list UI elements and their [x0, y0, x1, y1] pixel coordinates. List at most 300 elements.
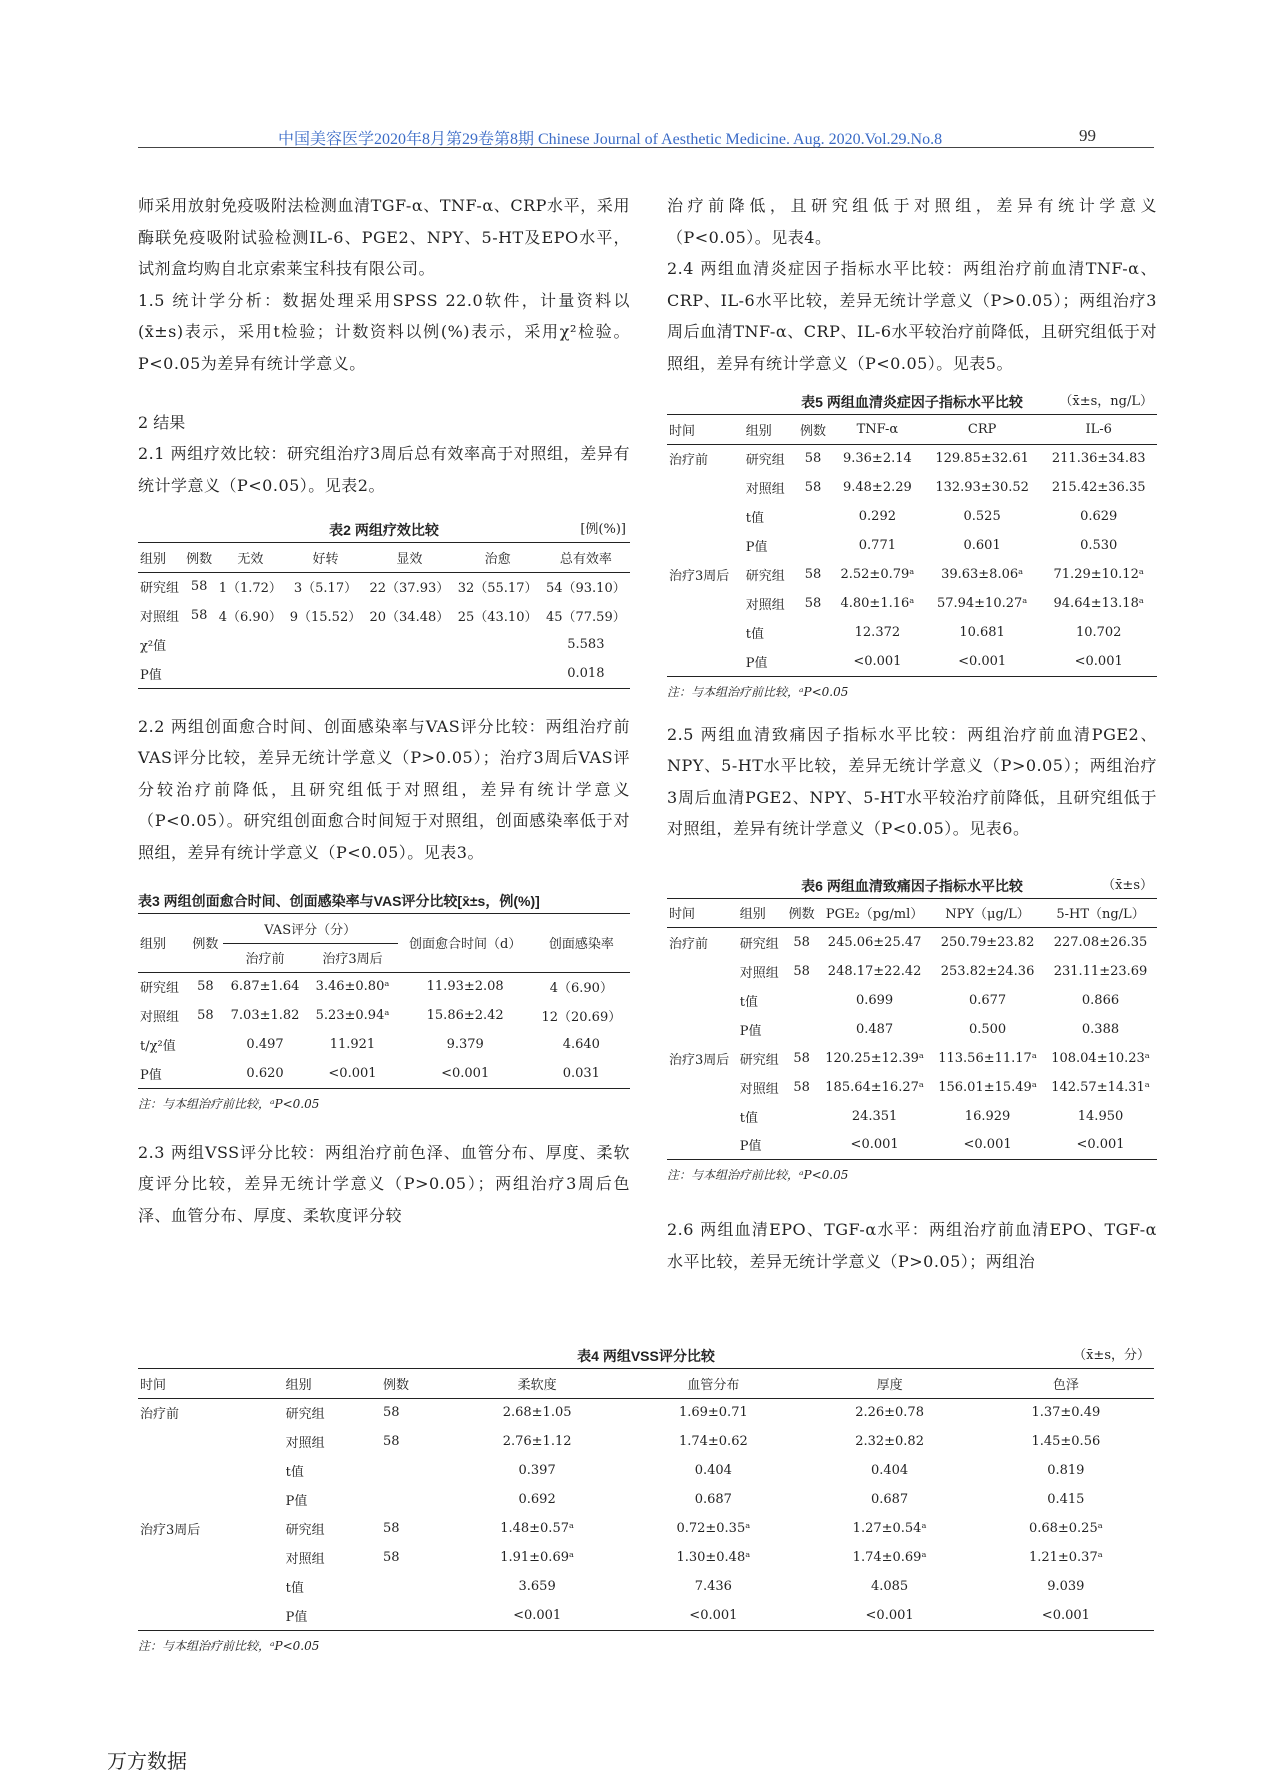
table3-cell: 研究组: [140, 981, 180, 997]
table6-cell: 58: [793, 934, 810, 950]
table4-cell: 1.91±0.69ᵃ: [500, 1550, 575, 1565]
table5-cell: 9.48±2.29: [842, 480, 912, 495]
table4-cell: [381, 1456, 449, 1485]
table6-cell: 治疗前: [669, 936, 709, 952]
page-header: [138, 124, 1154, 148]
table4-cell: [138, 1601, 284, 1630]
table5-cell: 211.36±34.83: [1051, 451, 1146, 467]
table3-cell: t/χ²值: [140, 1039, 176, 1054]
table4-cell: 58: [383, 1521, 400, 1536]
table6-cell: [785, 986, 818, 1015]
table3-cell: [188, 1059, 223, 1088]
table4-cell: 58: [383, 1434, 400, 1449]
table4-cell: [138, 1456, 284, 1485]
table4-header-cell: 组别: [284, 1369, 381, 1398]
table6-cell: <0.001: [818, 1131, 931, 1160]
table-row: [138, 630, 630, 659]
table-3-header-before: 治疗前: [223, 943, 308, 972]
table5-cell: 58: [804, 596, 822, 611]
table4-cell: 9.039: [1047, 1579, 1085, 1594]
table4-cell: <0.001: [978, 1601, 1154, 1630]
table5-cell: [667, 647, 744, 676]
table6-header-cell: 时间: [667, 899, 738, 928]
paragraph-vss: 2.3 两组VSS评分比较：两组治疗前色泽、血管分布、厚度、柔软度评分比较，差异无统计学意义（P>0.05）；两组治疗3周后色泽、血管分布、厚度、柔软度评分较: [138, 1142, 630, 1225]
table-6: [667, 875, 1157, 1187]
table2-cell: 9（15.52）: [289, 610, 362, 625]
table-3-caption: 表3 两组创面愈合时间、创面感染率与VAS评分比较[x̄±s，例(%)]: [138, 890, 630, 914]
table4-cell: P值: [284, 1601, 381, 1630]
table5-cell: 58: [804, 480, 822, 495]
table2-cell: 4（6.90）: [218, 610, 282, 625]
table5-header-cell: IL-6: [1040, 415, 1157, 444]
table4-cell: [138, 1543, 284, 1572]
table-row: [138, 972, 630, 1001]
table2-cell: 0.018: [542, 659, 630, 688]
table5-cell: t值: [745, 511, 764, 526]
table-row: [667, 502, 1157, 531]
table3-cell: 15.86±2.42: [426, 1008, 504, 1023]
table-5-note: 注：与本组治疗前比较，ᵃP<0.05: [667, 684, 849, 699]
table6-header-cell: NPY（μg/L）: [931, 899, 1044, 928]
table3-cell: [188, 1030, 223, 1059]
table6-cell: 0.866: [1081, 992, 1120, 1008]
table4-cell: <0.001: [449, 1601, 625, 1630]
table2-cell: [453, 659, 541, 688]
table-row: [138, 659, 630, 688]
table2-cell: 3（5.17）: [293, 581, 358, 597]
table5-cell: 71.29±10.12ᵃ: [1053, 567, 1144, 582]
table5-cell: 0.629: [1080, 509, 1118, 524]
table6-header-cell: 组别: [738, 899, 785, 928]
table-4: [138, 1345, 1154, 1657]
table6-cell: [667, 1131, 738, 1160]
table-2-caption: 表2 两组疗效比较 [例(%)]: [138, 519, 630, 543]
table6-cell: 108.04±10.23ᵃ: [1051, 1050, 1150, 1066]
table-6-unit: （x̄±s）: [1102, 877, 1153, 893]
table5-cell: 治疗前: [669, 453, 709, 469]
section-heading-results: 2 结果: [138, 413, 186, 432]
table4-cell: 0.687: [694, 1492, 732, 1507]
table6-cell: 245.06±25.47: [827, 934, 922, 950]
table4-cell: [138, 1427, 284, 1456]
table6-cell: [785, 1131, 818, 1160]
table4-cell: <0.001: [625, 1601, 801, 1630]
table2-cell: P值: [138, 659, 183, 688]
table3-cell: 9.379: [446, 1037, 484, 1052]
table2-cell: [286, 659, 366, 688]
table4-header-cell: 例数: [381, 1369, 449, 1398]
table-3-header-n: 例数: [188, 914, 223, 972]
table3-cell: 0.497: [246, 1037, 284, 1052]
table2-cell: [215, 630, 286, 659]
table2-cell: 25（43.10）: [457, 610, 538, 625]
table-3-header-after: 治疗3周后: [307, 943, 397, 972]
table6-cell: <0.001: [931, 1131, 1044, 1160]
journal-title: 中国美容医学2020年8月第29卷第8期 Chinese Journal of Aesthetic Medicine. Aug. 2020.Vol.29.No.8: [278, 131, 943, 148]
paragraph-statistics: 1.5 统计学分析：数据处理采用SPSS 22.0软件，计量资料以(x̄±s)表示，采用t检验；计数资料以例(%)表示，采用χ²检验。P<0.05为差异有统计学意义。: [138, 290, 630, 373]
table6-cell: [785, 1102, 818, 1131]
table6-cell: 142.57±14.31ᵃ: [1051, 1079, 1150, 1095]
table4-cell: 0.415: [1047, 1492, 1085, 1507]
table2-cell: 对照组: [140, 610, 180, 625]
paragraph-methods-assay: 师采用放射免疫吸附法检测血清TGF-α、TNF-α、CRP水平，采用酶联免疫吸附试验检测IL-6、PGE2、NPY、5-HT及EPO水平，试剂盒均购自北京索莱宝科技有限公司。: [138, 196, 630, 278]
table5-cell: 0.292: [858, 509, 896, 524]
table-5-grid: [667, 415, 1157, 677]
table6-cell: 对照组: [739, 1081, 779, 1097]
table2-header-cell: 总有效率: [542, 543, 630, 572]
table3-cell: <0.001: [398, 1059, 533, 1088]
table5-cell: 58: [804, 567, 822, 582]
table-row: [138, 1398, 1154, 1427]
table6-cell: 58: [793, 1050, 810, 1066]
table6-cell: [785, 1015, 818, 1044]
table6-cell: t值: [739, 994, 758, 1010]
table-row: [138, 1030, 630, 1059]
table5-cell: 215.42±36.35: [1051, 480, 1146, 495]
table-5-unit: （x̄±s，ng/L）: [1059, 394, 1153, 409]
page-number: 99: [1079, 126, 1096, 145]
table4-cell: 0.687: [870, 1492, 909, 1507]
table6-cell: <0.001: [1044, 1131, 1157, 1160]
table-2-unit: [例(%)]: [580, 522, 626, 537]
table5-cell: 10.681: [959, 625, 1005, 640]
table5-cell: 4.80±1.16ᵃ: [840, 596, 915, 611]
paragraph-wound-healing: 2.2 两组创面愈合时间、创面感染率与VAS评分比较：两组治疗前VAS评分比较，差异无统计学意义（P>0.05）；治疗3周后VAS评分较治疗前降低，且研究组低于对照组，差异有统计学意义（P<0.05）。研究组创面愈合时间短于对照组，创面感染率低于对照组，差异有统计学意义（P<0.05）。见表3。: [138, 716, 630, 862]
table6-cell: 研究组: [739, 1052, 779, 1068]
left-column: [138, 190, 630, 1231]
table4-cell: [381, 1485, 449, 1514]
table-row: [138, 1456, 1154, 1485]
table6-cell: 248.17±22.42: [827, 963, 922, 979]
table3-cell: 11.921: [329, 1037, 376, 1052]
table4-cell: [138, 1572, 284, 1601]
table5-cell: [795, 618, 831, 647]
table3-cell: 4.640: [562, 1037, 600, 1052]
table4-cell: 0.404: [694, 1463, 732, 1478]
table-2-grid: [138, 543, 630, 689]
table2-cell: [183, 630, 215, 659]
table5-cell: 0.601: [963, 538, 1001, 553]
table2-header-cell: 显效: [365, 543, 453, 572]
table4-cell: 对照组: [285, 1436, 325, 1451]
table2-cell: [453, 630, 541, 659]
table6-header-cell: 例数: [785, 899, 818, 928]
table3-cell: 58: [197, 979, 214, 995]
table4-cell: 1.27±0.54ᵃ: [852, 1521, 927, 1536]
table4-cell: 0.819: [1047, 1463, 1085, 1478]
table-row: [138, 1572, 1154, 1601]
table6-cell: 185.64±16.27ᵃ: [825, 1079, 924, 1095]
table4-header-cell: 血管分布: [625, 1369, 801, 1398]
table5-cell: [667, 502, 744, 531]
table-6-grid: [667, 899, 1157, 1161]
table-4-grid: [138, 1369, 1154, 1631]
table5-cell: 对照组: [745, 482, 785, 497]
table4-cell: 治疗前: [140, 1407, 180, 1423]
table4-cell: [381, 1601, 449, 1630]
table6-header-cell: PGE₂（pg/ml）: [818, 899, 931, 928]
table5-header-cell: 例数: [795, 415, 831, 444]
table4-cell: t值: [285, 1581, 304, 1596]
table4-cell: t值: [285, 1465, 304, 1480]
table3-cell: 6.87±1.64: [230, 979, 300, 995]
table6-cell: [667, 1102, 738, 1131]
table3-cell: 7.03±1.82: [230, 1008, 300, 1023]
table-row: [667, 1015, 1157, 1044]
table5-header-cell: 组别: [744, 415, 795, 444]
table2-cell: 54（93.10）: [545, 581, 626, 597]
table-row: [667, 589, 1157, 618]
table5-cell: 129.85±32.61: [935, 451, 1029, 467]
table2-header-cell: 好转: [286, 543, 366, 572]
table6-cell: [667, 1015, 738, 1044]
table5-cell: 39.63±8.06ᵃ: [941, 567, 1024, 582]
table-row: [667, 531, 1157, 560]
table3-cell: 0.031: [533, 1059, 630, 1088]
table4-header-cell: 时间: [138, 1369, 284, 1398]
table6-cell: 58: [793, 1079, 810, 1095]
table-3-header-group: 组别: [138, 914, 188, 972]
table5-header-cell: TNF-α: [831, 415, 924, 444]
table6-cell: [667, 986, 738, 1015]
table-row: [138, 601, 630, 630]
paragraph-inflammation: 2.4 两组血清炎症因子指标水平比较：两组治疗前血清TNF-α、CRP、IL-6水平比较，差异无统计学意义（P>0.05）；两组治疗3周后血清TNF-α、CRP、IL-6水平较治疗前降低，且研究组低于对照组，差异有统计学意义（P<0.05）。见表5。: [667, 259, 1157, 373]
table6-cell: 0.500: [968, 1021, 1007, 1037]
table4-cell: 1.37±0.49: [1031, 1405, 1101, 1421]
table6-cell: 24.351: [851, 1108, 898, 1124]
table5-cell: 10.702: [1075, 625, 1122, 640]
table6-cell: P值: [739, 1023, 762, 1039]
table-3-header-vas: VAS评分（分）: [223, 914, 398, 943]
table-row: [667, 647, 1157, 676]
table4-cell: <0.001: [801, 1601, 977, 1630]
table3-cell: <0.001: [307, 1059, 397, 1088]
table2-header-cell: 组别: [138, 543, 183, 572]
table5-cell: [667, 618, 744, 647]
table5-cell: 57.94±10.27ᵃ: [936, 596, 1028, 611]
table5-cell: [667, 589, 744, 618]
table6-cell: 0.388: [1081, 1021, 1120, 1037]
table-row: [138, 1514, 1154, 1543]
table4-cell: 2.76±1.12: [502, 1434, 572, 1449]
table-3-grid: [138, 914, 630, 1089]
table-row: [138, 1001, 630, 1030]
table5-cell: 9.36±2.14: [842, 451, 912, 467]
table2-cell: [215, 659, 286, 688]
table-3: [138, 890, 630, 1115]
table-4-caption: 表4 两组VSS评分比较 （x̄±s，分）: [138, 1345, 1154, 1369]
table-row: [667, 618, 1157, 647]
table4-cell: [138, 1485, 284, 1514]
table6-cell: [667, 1073, 738, 1102]
table5-cell: 治疗3周后: [669, 569, 730, 584]
table5-cell: 132.93±30.52: [935, 480, 1029, 495]
table6-cell: 253.82±24.36: [940, 963, 1035, 979]
table2-cell: 58: [190, 579, 208, 595]
table4-header-cell: 厚度: [801, 1369, 977, 1398]
table-3-header-heal: 创面愈合时间（d）: [398, 914, 533, 972]
table4-header-cell: 色泽: [978, 1369, 1154, 1398]
table4-cell: 1.21±0.37ᵃ: [1028, 1550, 1103, 1565]
table4-cell: 58: [383, 1405, 400, 1421]
table4-cell: 对照组: [285, 1552, 325, 1567]
table4-cell: 0.68±0.25ᵃ: [1028, 1521, 1103, 1536]
table4-cell: 1.48±0.57ᵃ: [500, 1521, 575, 1536]
table2-cell: χ²值: [140, 639, 167, 654]
table4-cell: P值: [285, 1494, 308, 1509]
table2-cell: 45（77.59）: [545, 610, 626, 625]
table5-cell: [667, 531, 744, 560]
table5-cell: 研究组: [745, 453, 785, 469]
table4-cell: 3.659: [518, 1579, 556, 1594]
table5-cell: P值: [745, 540, 768, 555]
table3-cell: P值: [138, 1059, 188, 1088]
table5-cell: 研究组: [745, 569, 785, 584]
table-6-note: 注：与本组治疗前比较，ᵃP<0.05: [667, 1168, 849, 1182]
table6-cell: [667, 957, 738, 986]
table2-cell: 22（37.93）: [369, 581, 450, 597]
table5-cell: <0.001: [924, 647, 1041, 676]
table-3-header-infection: 创面感染率: [533, 914, 630, 972]
table5-cell: t值: [745, 627, 764, 642]
table-row: [667, 928, 1157, 957]
right-column: [667, 190, 1157, 1277]
table5-cell: 12.372: [854, 625, 901, 640]
paragraph-epo: 2.6 两组血清EPO、TGF-α水平：两组治疗前血清EPO、TGF-α水平比较，差异无统计学意义（P>0.05）；两组治: [667, 1220, 1157, 1271]
table-row: [667, 1131, 1157, 1160]
table4-cell: 治疗3周后: [140, 1523, 201, 1538]
table6-cell: 0.677: [968, 992, 1007, 1008]
table4-cell: 1.45±0.56: [1031, 1434, 1101, 1449]
table-4-unit: （x̄±s，分）: [1073, 1348, 1150, 1363]
table2-header-cell: 治愈: [453, 543, 541, 572]
table3-cell: 58: [197, 1008, 214, 1023]
table-6-caption: 表6 两组血清致痛因子指标水平比较 （x̄±s）: [667, 875, 1157, 899]
table5-cell: 0.525: [963, 509, 1001, 524]
table6-header-cell: 5-HT（ng/L）: [1044, 899, 1157, 928]
table-row: [138, 1543, 1154, 1572]
table5-cell: <0.001: [1040, 647, 1157, 676]
table6-cell: 16.929: [964, 1108, 1011, 1124]
table5-cell: 94.64±13.18ᵃ: [1053, 596, 1144, 611]
table4-cell: 1.30±0.48ᵃ: [676, 1550, 751, 1565]
table3-cell: 0.620: [223, 1059, 308, 1088]
table-row: [138, 1601, 1154, 1630]
table3-cell: 对照组: [140, 1010, 180, 1025]
table-row: [138, 572, 630, 601]
table6-cell: 113.56±11.17ᵃ: [938, 1050, 1037, 1066]
table2-header-cell: 无效: [215, 543, 286, 572]
table5-cell: 58: [804, 451, 822, 467]
table-3-note: 注：与本组治疗前比较，ᵃP<0.05: [138, 1096, 320, 1111]
table-row: [138, 1485, 1154, 1514]
table6-cell: t值: [739, 1110, 758, 1126]
table5-cell: [795, 502, 831, 531]
table6-cell: 0.699: [855, 992, 894, 1008]
wanfang-logo: 万方数据: [107, 1749, 187, 1773]
table2-cell: 20（34.48）: [369, 610, 450, 625]
table4-cell: 0.404: [870, 1463, 909, 1478]
table5-header-cell: CRP: [924, 415, 1041, 444]
table2-cell: 研究组: [140, 581, 180, 597]
table2-header-cell: 例数: [183, 543, 215, 572]
table4-cell: 2.26±0.78: [855, 1405, 924, 1421]
table-row: [667, 1102, 1157, 1131]
table-row: [667, 957, 1157, 986]
table4-cell: 2.32±0.82: [855, 1434, 924, 1449]
paragraph-vss-cont: 治疗前降低，且研究组低于对照组，差异有统计学意义（P<0.05）。见表4。: [667, 196, 1157, 247]
table4-cell: 1.74±0.62: [678, 1434, 748, 1449]
table6-cell: 156.01±15.49ᵃ: [938, 1079, 1037, 1095]
table4-cell: 58: [383, 1550, 400, 1565]
table3-cell: 4（6.90）: [549, 981, 613, 997]
table5-header-cell: 时间: [667, 415, 744, 444]
table4-cell: 4.085: [870, 1579, 909, 1594]
table-4-note: 注：与本组治疗前比较，ᵃP<0.05: [138, 1638, 320, 1653]
table6-cell: P值: [738, 1131, 785, 1160]
table5-cell: 对照组: [745, 598, 785, 613]
table6-cell: 研究组: [739, 936, 779, 952]
table5-cell: 0.771: [858, 538, 896, 553]
table2-cell: 5.583: [567, 637, 605, 652]
table-row: [667, 473, 1157, 502]
paragraph-pain-factors: 2.5 两组血清致痛因子指标水平比较：两组治疗前血清PGE2、NPY、5-HT水平比较，差异无统计学意义（P>0.05）；两组治疗3周后血清PGE2、NPY、5-HT水平较治疗前降低，且研究组低于对照组，差异有统计学意义（P<0.05）。见表6。: [667, 724, 1157, 838]
table2-cell: [286, 630, 366, 659]
table3-cell: 12（20.69）: [541, 1010, 622, 1025]
table2-cell: 1（1.72）: [218, 581, 282, 597]
table5-cell: <0.001: [831, 647, 924, 676]
table4-cell: 0.397: [518, 1463, 556, 1478]
table-row: [667, 986, 1157, 1015]
table6-cell: 对照组: [739, 965, 779, 981]
table-row: [667, 560, 1157, 589]
table4-cell: 2.68±1.05: [502, 1405, 572, 1421]
paragraph-efficacy: 2.1 两组疗效比较：研究组治疗3周后总有效率高于对照组，差异有统计学意义（P<0.05）。见表2。: [138, 444, 630, 495]
table2-cell: [365, 659, 453, 688]
table5-cell: [667, 473, 744, 502]
table6-cell: 250.79±23.82: [940, 934, 1035, 950]
table6-cell: 227.08±26.35: [1053, 934, 1148, 950]
table3-cell: 3.46±0.80ᵃ: [315, 979, 390, 995]
table-row: [138, 1427, 1154, 1456]
table-5: [667, 391, 1157, 703]
table-row: [138, 1059, 630, 1088]
table4-cell: 7.436: [694, 1579, 732, 1594]
table2-cell: 58: [190, 608, 208, 623]
table2-cell: 32（55.17）: [457, 581, 538, 597]
table4-cell: [381, 1572, 449, 1601]
table3-cell: 5.23±0.94ᵃ: [315, 1008, 390, 1023]
table4-cell: 研究组: [285, 1407, 325, 1423]
table5-cell: [795, 647, 831, 676]
table5-cell: 2.52±0.79ᵃ: [840, 567, 915, 582]
table4-header-cell: 柔软度: [449, 1369, 625, 1398]
table-row: [667, 444, 1157, 473]
table5-cell: 0.530: [1080, 538, 1118, 553]
table4-cell: 0.692: [518, 1492, 556, 1507]
table6-cell: 58: [793, 963, 810, 979]
table6-cell: 14.950: [1077, 1108, 1124, 1124]
table3-cell: 11.93±2.08: [426, 979, 504, 995]
table2-cell: [183, 659, 215, 688]
table4-cell: 0.72±0.35ᵃ: [676, 1521, 751, 1536]
table4-cell: 1.69±0.71: [678, 1405, 748, 1421]
table-row: [667, 1073, 1157, 1102]
table6-cell: 231.11±23.69: [1053, 963, 1148, 979]
table-5-caption: 表5 两组血清炎症因子指标水平比较 （x̄±s，ng/L）: [667, 391, 1157, 415]
table2-cell: [365, 630, 453, 659]
table6-cell: 治疗3周后: [669, 1052, 730, 1068]
